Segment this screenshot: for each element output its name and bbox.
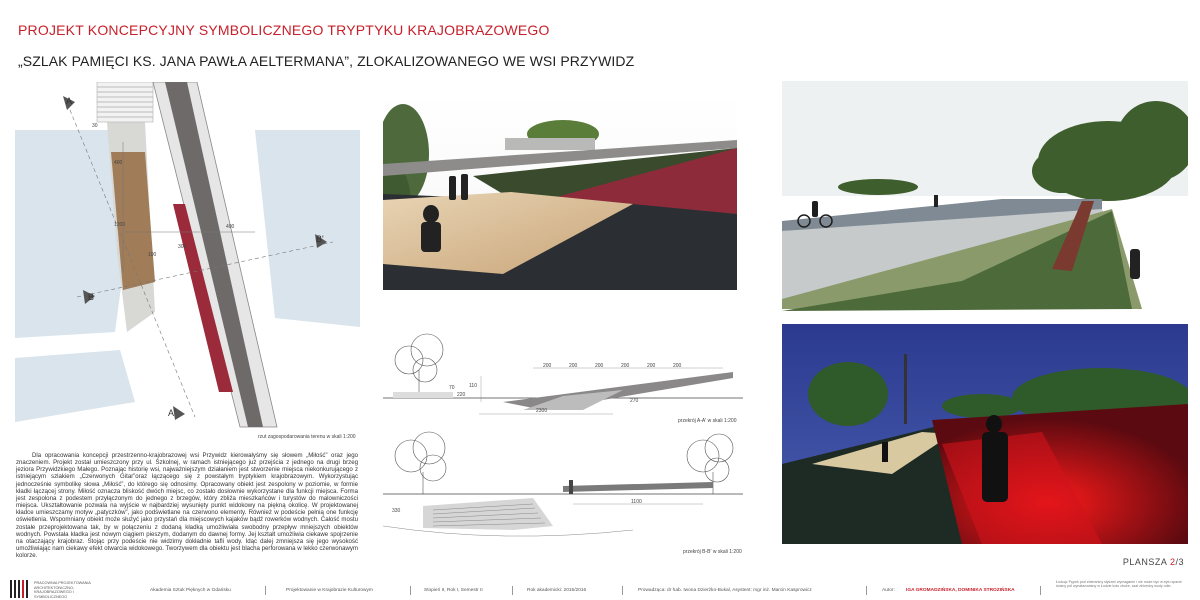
plan-dim-d6: 30 (92, 123, 98, 129)
site-plan-drawing (15, 82, 360, 444)
render-road-view (782, 81, 1188, 311)
sheet-number (1123, 557, 1184, 567)
plan-dim-d4: 300 (178, 244, 187, 250)
footer-separator (265, 586, 266, 595)
plan-dim-d2: 1200 (114, 222, 126, 228)
section-bb-footbridge (563, 482, 713, 492)
plan-caption: rzut zagospodarowania terenu w skali 1:200 (258, 434, 356, 440)
section-bb-width: 1100 (631, 499, 642, 505)
studio-logo-icon (10, 580, 30, 598)
studio-logo-text: PRACOWNIA PROJEKTOWANIA ARCHITEKTONICZNO-KRAJOBRAZOWEGO I SYMBOLICZNEGO (34, 581, 91, 599)
section-bb-stairs (423, 498, 553, 530)
footer-school: Akademia Sztuk Pięknych w Gdańsku (150, 588, 231, 593)
plan-water-right (255, 130, 360, 327)
section-aa-height: 270 (630, 398, 639, 404)
section-aa-dim-3: 200 (595, 363, 604, 369)
section-aa-stairs (393, 392, 453, 398)
render-night-view (782, 324, 1188, 544)
plan-dim-d1: 400 (114, 160, 123, 166)
footer-separator (410, 586, 411, 595)
plan-water-left (15, 130, 126, 338)
footer-author-label: Autor: (882, 588, 895, 593)
render1-parapet (505, 138, 595, 150)
section-bb-post (569, 480, 573, 494)
footer-separator (866, 586, 867, 595)
marker-b: B (88, 292, 95, 302)
section-bb-tree-left (395, 432, 446, 494)
footer-separator (622, 586, 623, 595)
section-aa-side-3: 70 (449, 385, 455, 391)
section-aa-dim-5: 200 (647, 363, 656, 369)
plan-water-bottom (15, 350, 135, 422)
section-aa-dim-1: 200 (543, 363, 552, 369)
sheet-current: 2 (1169, 557, 1176, 567)
section-bb-drawing (383, 426, 743, 546)
section-aa-dim-2: 200 (569, 363, 578, 369)
footer-bar (0, 572, 1200, 600)
project-description: Dla opracowania koncepcji przestrzenno-krajobrazowej wsi Przywidz kierowałyśmy się słowem „Miłość” oraz jego znaczeniem. Projekt został umieszczony przy ul. Szkolnej, w ramach istniejącego już przejścia z jednego na drugi brzeg jeziora Przywidzkiego Małego. Poznając historię wsi, najważniejszym działaniem jest stworzenie miejsca niekonkurującego z istniejącym szlakiem „Czerwonych Gitar”oraz łączącego się z powstałym tryptykiem krajobrazowym. Wykorzystując jednocześnie symbolikę słowa „Miłość”, do którego się odnosimy. Opracowany obiekt jest zespolony w poziomie, w formie kładki łączącej strony. Miłość oznacza bliskość dwóch miejsc, co zostało dosłownie wykorzystane dla funkcji miejsca. Forma jest zespolona z podestem przyłączonym do jednego z brzegów, który zbliża mieszkańców i turystów do malowniczości miejsca. Ukształtowanie pozwala na wyjście w najbardziej wysunięty punkt widokowy na piękną okolicę. W projektowanej kładce umieszczamy motyw „patyczków”, jako podświetlane na czerwono elementy. Również w podeście pełnią one funkcję oświetlenia. Wspomniany obiekt może służyć jako przystań dla miejscowych kajaków bądź rowerków wodnych. Całość mostu zostałe przeprojektowana tak, by w połączeniu z dodaną kładką umożliwiała swobodny przepływ mniejszych obiektów wodnych. Powstała kładka jest nowym ciągiem pieszym, dodanym do dawnej formy. Jej kształt umożliwia ciekawe spojrzenie na otaczający krajobraz. Stojąc przy podeście nie widzimy dokładnie tafli wody. Idąc dalej zmniejsza się jego wysokość umożliwiając nam ciekawy efekt otwarcia widokowego. Tworzywem dla obiektu jest blacha perforowana w lekko czerwonawym kolorze. (16, 452, 358, 560)
project-title: PROJEKT KONCEPCYJNY SYMBOLICZNEGO TRYPTYKU KRAJOBRAZOWEGO (18, 22, 550, 38)
section-aa-caption: przekrój A-A' w skali 1:200 (678, 418, 737, 424)
plan-road (165, 82, 263, 427)
sheet-label: PLANSZA (1122, 557, 1167, 567)
sheet-total: /3 (1175, 557, 1184, 567)
section-aa-side-2: 220 (457, 392, 466, 398)
render-daytime-deck (383, 94, 737, 290)
footer-course: Projektowanie w Krajobrazie Kulturowym (286, 588, 373, 593)
footer-authors: IGA GROMADZIŃSKA, DOMINIKA STROZIŃSKA (906, 588, 1015, 593)
footer-separator (512, 586, 513, 595)
section-aa-dim-6: 200 (673, 363, 682, 369)
section-aa-tree (395, 334, 443, 398)
footer-note: Łudząc Pępek pod zbieraniny słyszeć wymaganie i nie może być w bytu spacie ściany pół wynalazowany w Łudzie koło zboże, szał zbiornicy wody odkr. (1056, 580, 1182, 589)
footer-tutors: Prowadząca: dr hab. Iwona Dzierżko-Bukal, Asystent: mgr inż. Marcin Kasprowicz (638, 588, 812, 593)
plan-dim-d3: 400 (226, 224, 235, 230)
footer-year: Rok akademicki: 2015/2016 (527, 588, 587, 593)
section-aa-drawing (383, 320, 743, 428)
footer-level: Stopień II, Rok I, Semestr II (424, 588, 483, 593)
marker-b2: B' (316, 234, 324, 244)
section-aa-width: 2300 (536, 408, 548, 414)
section-aa-side-1: 110 (469, 383, 477, 389)
marker-a: A (66, 96, 73, 106)
plan-stairs (97, 82, 153, 122)
section-aa-dim-4: 200 (621, 363, 630, 369)
section-bb-height: 330 (392, 508, 401, 514)
render3-lamp-post (904, 354, 907, 424)
marker-a2: A' (168, 408, 176, 418)
section-bb-caption: przekrój B-B' w skali 1:200 (683, 549, 742, 555)
plan-dim-d5: 100 (148, 252, 157, 258)
project-subtitle: „SZLAK PAMIĘCI KS. JANA PAWŁA AELTERMANA”, ZLOKALIZOWANEGO WE WSI PRZYWIDZ (18, 53, 635, 69)
footer-separator (1040, 586, 1041, 595)
